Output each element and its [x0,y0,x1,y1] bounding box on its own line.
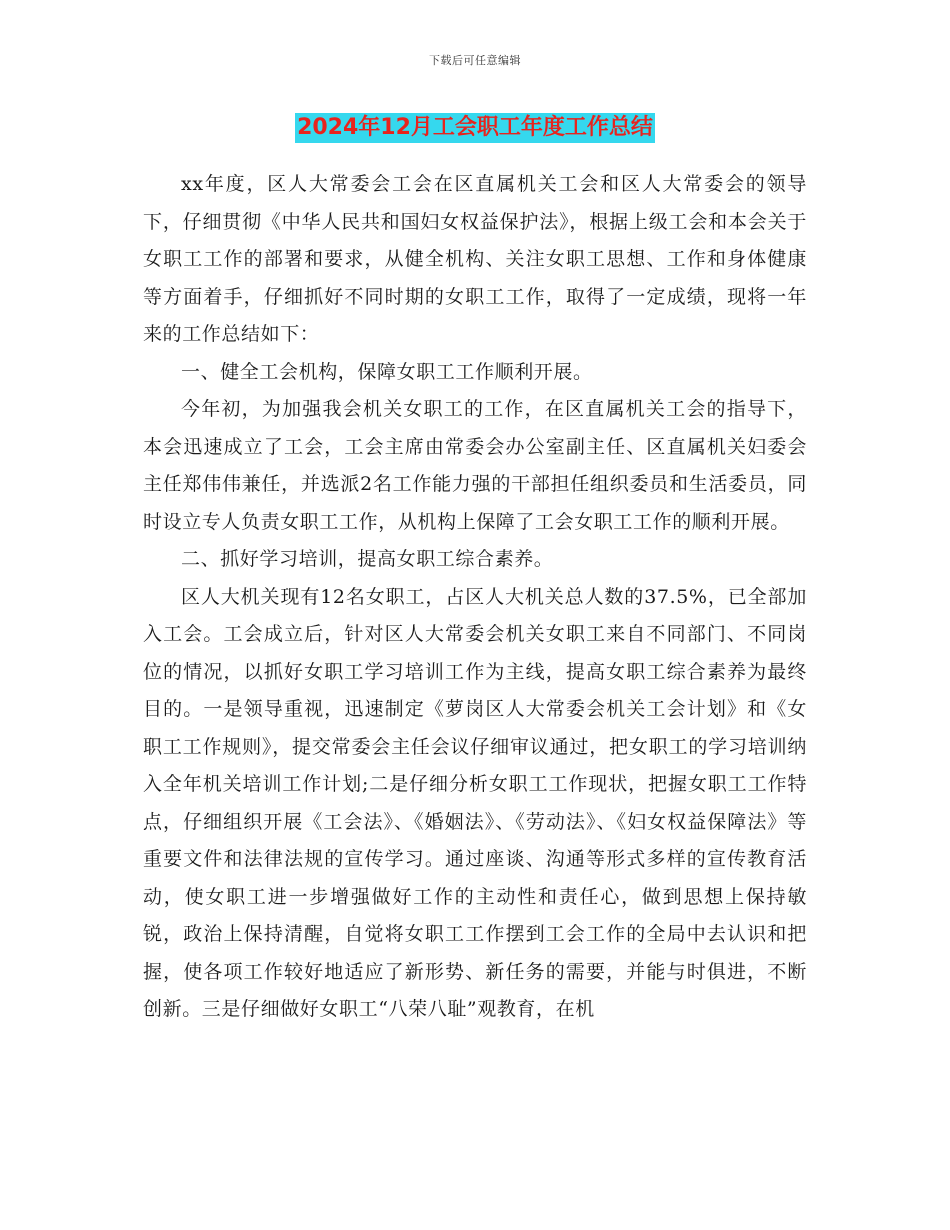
paragraph-intro: xx年度，区人大常委会工会在区直属机关工会和区人大常委会的领导下，仔细贯彻《中华人民共和国妇女权益保护法》，根据上级工会和本会关于女职工工作的部署和要求，从健全机构、关注女职工思想、工作和身体健康等方面着手，仔细抓好不同时期的女职工工作，取得了一定成绩，现将一年来的工作总结如下： [143,173,807,345]
document-title: 2024年12月工会职工年度工作总结 [295,113,655,143]
paragraph-section-1: 今年初，为加强我会机关女职工的工作，在区直属机关工会的指导下，本会迅速成立了工会，工会主席由常委会办公室副主任、区直属机关妇委会主任郑伟伟兼任，并选派2名工作能力强的干部担任组织委员和生活委员，同时设立专人负责女职工工作，从机构上保障了工会女职工工作的顺利开展。 [143,398,807,533]
title-wrap [0,113,950,143]
page-header: 下载后可任意编辑 [429,54,521,67]
section-heading-2: 二、抓好学习培训，提高女职工综合素养。 [181,548,554,570]
document-body [143,166,807,1029]
section-heading-1: 一、健全工会机构，保障女职工工作顺利开展。 [181,360,593,383]
paragraph-section-2: 区人大机关现有12名女职工，占区人大机关总人数的37.5%，已全部加入工会。工会成立后，针对区人大常委会机关女职工来自不同部门、不同岗位的情况，以抓好女职工学习培训工作为主线，提高女职工综合素养为最终目的。一是领导重视，迅速制定《萝岗区人大常委会机关工会计划》和《女职工工作规则》，提交常委会主任会议仔细审议通过，把女职工的学习培训纳入全年机关培训工作计划;二是仔细分析女职工工作现状，把握女职工工作特点，仔细组织开展《工会法》、《婚姻法》、《劳动法》、《妇女权益保障法》等重要文件和法律法规的宣传学习。通过座谈、沟通等形式多样的宣传教育活动，使女职工进一步增强做好工作的主动性和责任心，做到思想上保持敏锐，政治上保持清醒，自觉将女职工工作摆到工会工作的全局中去认识和把握，使各项工作较好地适应了新形势、新任务的需要，并能与时俱进，不断创新。三是仔细做好女职工“八荣八耻”观教育，在机 [143,585,807,1020]
